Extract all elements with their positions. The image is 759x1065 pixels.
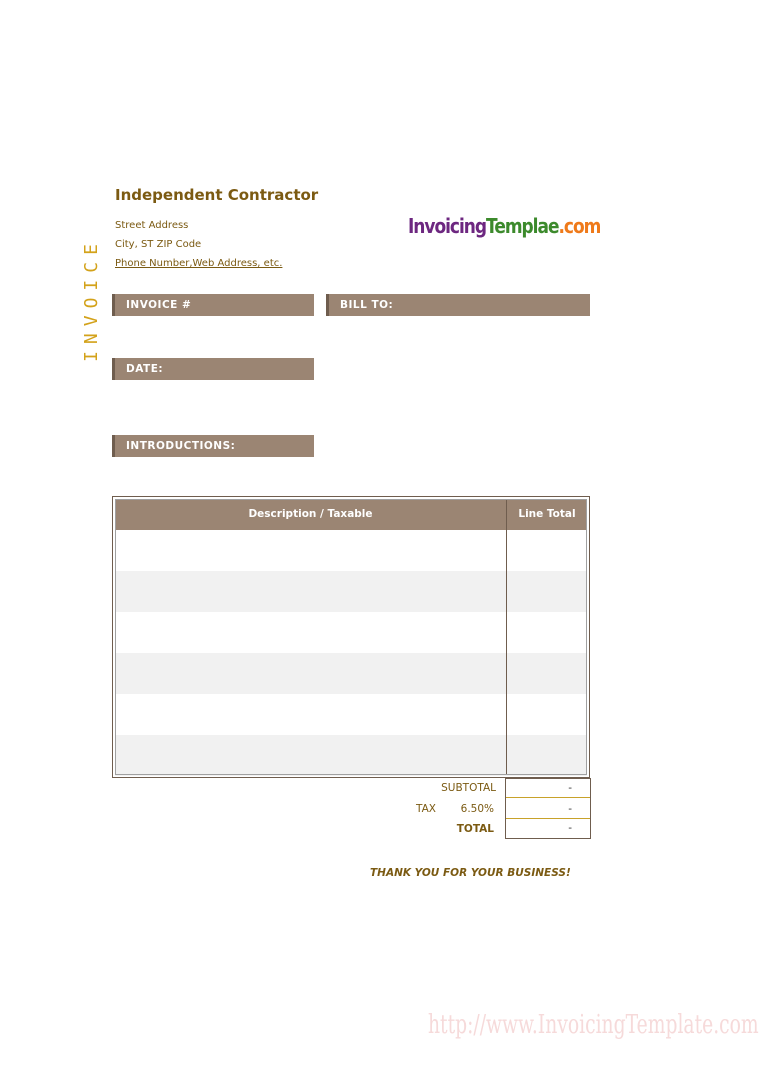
- tax-label: TAX: [416, 803, 436, 815]
- company-city: City, ST ZIP Code: [115, 239, 202, 250]
- line-total-column-header: Line Total: [518, 508, 576, 520]
- table-row[interactable]: [115, 735, 587, 776]
- total-label: TOTAL: [456, 823, 494, 835]
- table-row[interactable]: [115, 530, 587, 571]
- brand-logo: [408, 214, 600, 244]
- company-name: Independent Contractor: [115, 186, 319, 204]
- invoice-number-header: INVOICE #: [112, 294, 314, 316]
- logo-part-1: Invoicing: [408, 214, 487, 238]
- column-divider: [506, 499, 507, 775]
- table-row[interactable]: [115, 694, 587, 735]
- description-column-header: Description / Taxable: [115, 499, 507, 530]
- thank-you-message: THANK YOU FOR YOUR BUSINESS!: [370, 867, 571, 879]
- company-contact[interactable]: Phone Number,Web Address, etc.: [115, 258, 283, 269]
- company-street: Street Address: [115, 220, 189, 231]
- table-row[interactable]: [115, 571, 587, 612]
- watermark-text: http://www.InvoicingTemplate.com: [428, 1010, 759, 1040]
- table-row[interactable]: [115, 653, 587, 694]
- tax-rate[interactable]: 6.50%: [460, 803, 494, 815]
- logo-part-2: Templae: [486, 214, 559, 238]
- total-value[interactable]: -: [568, 822, 572, 834]
- date-header: DATE:: [112, 358, 314, 380]
- table-header: [115, 499, 587, 530]
- line-items-table: [112, 496, 590, 778]
- bill-to-header: BILL TO:: [326, 294, 590, 316]
- tax-value[interactable]: -: [506, 799, 590, 819]
- instructions-header: INTRODUCTIONS:: [112, 435, 314, 457]
- document-title-text: INVOICE: [80, 236, 102, 362]
- subtotal-value[interactable]: -: [506, 778, 590, 798]
- subtotal-label: SUBTOTAL: [441, 782, 496, 794]
- logo-part-3: .com: [558, 214, 601, 238]
- table-row[interactable]: [115, 612, 587, 653]
